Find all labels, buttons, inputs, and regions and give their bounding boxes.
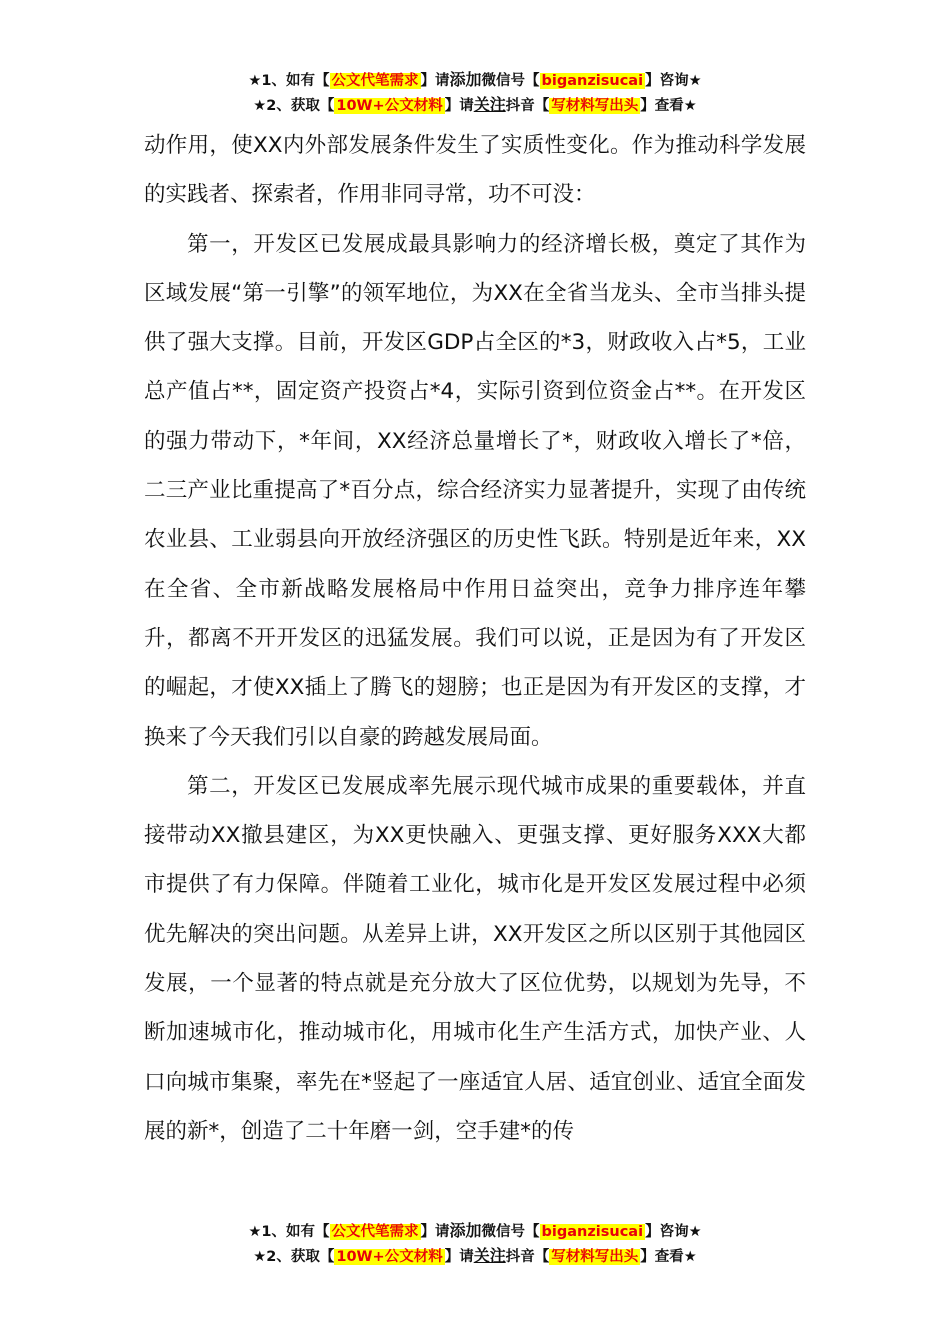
promo-footer-line-1-text-2: 微信号【 [481, 1224, 540, 1240]
promo-footer-highlight-materials: 10W+公文材料 [336, 1249, 443, 1265]
promo-footer-highlight-douyin-id: 写材料写出头 [551, 1249, 639, 1265]
promo-footer-highlight-service: 公文代笔需求 [331, 1224, 419, 1240]
promo-footer-emphasis-follow: 关注 [473, 1246, 506, 1265]
promo-footer-line-1-end: 】咨询★ [645, 1224, 702, 1240]
promo-footer-line-2-prefix: ★2、获取【 [253, 1249, 335, 1265]
promo-line-2-text-2: 抖音【 [505, 98, 550, 114]
promo-highlight-wechat-id: biganzisucai [541, 73, 644, 89]
promo-footer-line-2-end: 】查看★ [640, 1249, 697, 1265]
promo-line-2-prefix: ★2、获取【 [253, 98, 335, 114]
promo-line-2-text: 】请 [444, 98, 474, 114]
promo-highlight-materials: 10W+公文材料 [336, 98, 443, 114]
promo-footer-emphasis-add: 添加 [449, 1221, 482, 1240]
promo-header [0, 68, 950, 118]
promo-footer [0, 1219, 950, 1269]
promo-line-1-text-2: 微信号【 [481, 73, 540, 89]
document-body [144, 121, 806, 1156]
promo-footer-line-2-text: 】请 [444, 1249, 474, 1265]
promo-footer-highlight-wechat-id: biganzisucai [541, 1224, 644, 1240]
promo-footer-line-1 [0, 1219, 950, 1244]
promo-footer-line-2-text-2: 抖音【 [505, 1249, 550, 1265]
promo-highlight-douyin-id: 写材料写出头 [551, 98, 639, 114]
paragraph-first-point: 第一，开发区已发展成最具影响力的经济增长极，奠定了其作为区域发展“第一引擎”的领军地位，为XX在全省当龙头、全市当排头提供了强大支撑。目前，开发区GDP占全区的*3，财政收入占*5，工业总产值占**，固定资产投资占*4，实际引资到位资金占**。在开发区的强力带动下，*年间，XX经济总量增长了*，财政收入增长了*倍，二三产业比重提高了*百分点，综合经济实力显著提升，实现了由传统农业县、工业弱县向开放经济强区的历史性飞跃。特别是近年来，XX在全省、全市新战略发展格局中作用日益突出，竞争力排序连年攀升，都离不开开发区的迅猛发展。我们可以说，正是因为有了开发区的崛起，才使XX插上了腾飞的翅膀；也正是因为有开发区的支撑，才换来了今天我们引以自豪的跨越发展局面。 [144, 231, 806, 750]
promo-emphasis-follow: 关注 [473, 95, 506, 114]
paragraph-continuation: 动作用，使XX内外部发展条件发生了实质性变化。作为推动科学发展的实践者、探索者，作用非同寻常，功不可没： [144, 133, 806, 208]
promo-line-1-prefix: ★1、如有【 [248, 73, 330, 89]
promo-highlight-service: 公文代笔需求 [331, 73, 419, 89]
promo-footer-line-1-text: 】请 [420, 1224, 450, 1240]
promo-line-2 [0, 93, 950, 118]
promo-line-1-text: 】请 [420, 73, 450, 89]
promo-line-1 [0, 68, 950, 93]
promo-line-1-end: 】咨询★ [645, 73, 702, 89]
promo-emphasis-add: 添加 [449, 70, 482, 89]
promo-line-2-end: 】查看★ [640, 98, 697, 114]
paragraph-second-point: 第二，开发区已发展成率先展示现代城市成果的重要载体，并直接带动XX撤县建区，为XX更快融入、更强支撑、更好服务XXX大都市提供了有力保障。伴随着工业化，城市化是开发区发展过程中必须优先解决的突出问题。从差异上讲，XX开发区之所以区别于其他园区发展，一个显著的特点就是充分放大了区位优势，以规划为先导，不断加速城市化，推动城市化，用城市化生产生活方式，加快产业、人口向城市集聚，率先在*竖起了一座适宜人居、适宜创业、适宜全面发展的新*，创造了二十年磨一剑，空手建*的传 [144, 773, 806, 1144]
promo-footer-line-1-prefix: ★1、如有【 [248, 1224, 330, 1240]
promo-footer-line-2 [0, 1244, 950, 1269]
